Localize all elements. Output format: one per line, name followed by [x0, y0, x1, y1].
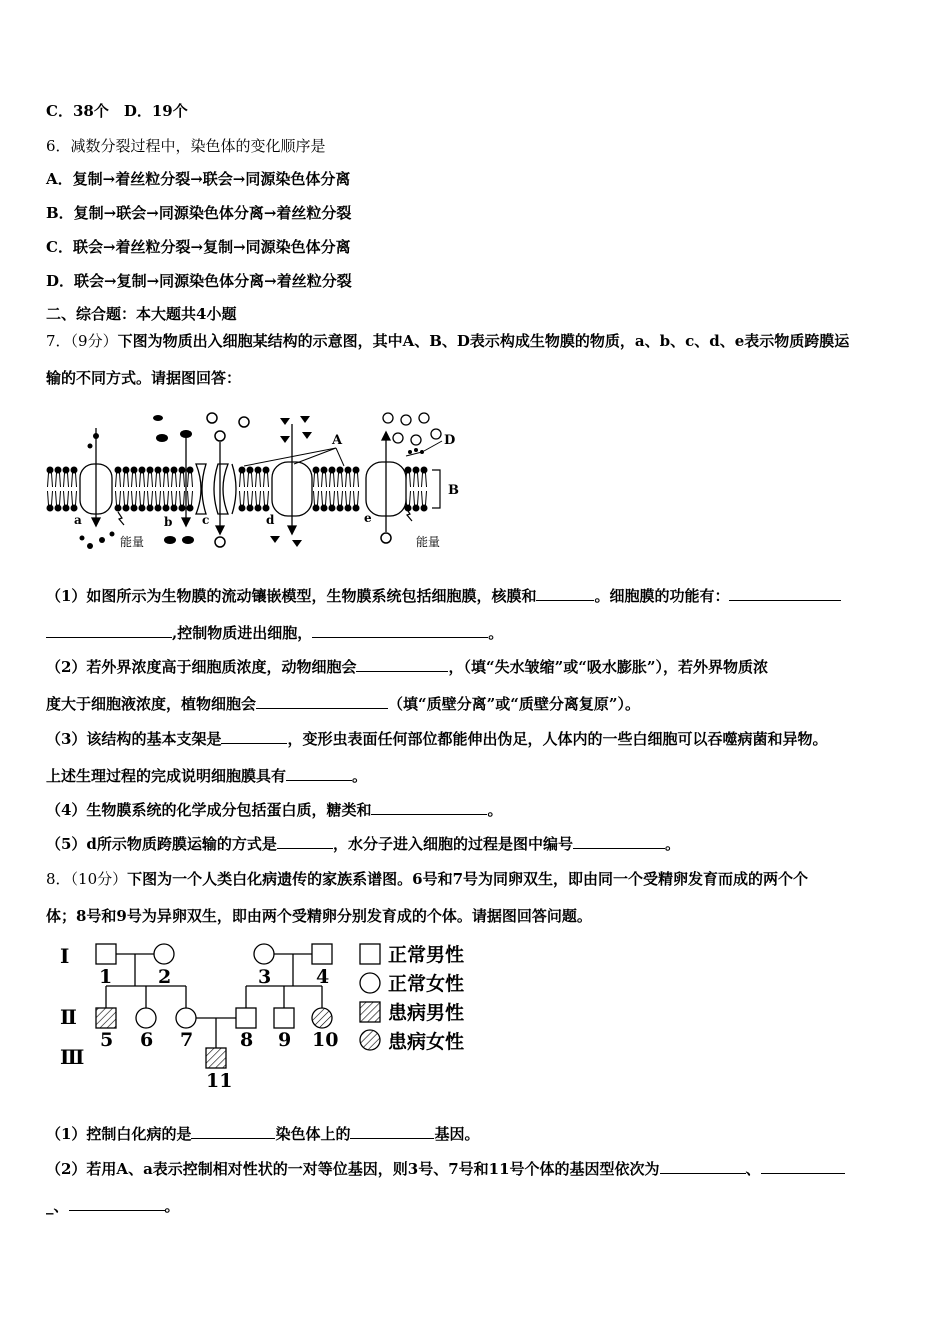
answer-blank[interactable]	[312, 623, 488, 638]
legend-normal-female-symbol	[360, 973, 380, 993]
id-7: 7	[180, 1029, 194, 1051]
q7-score: （9分）	[70, 332, 118, 350]
answer-blank[interactable]	[46, 623, 172, 638]
legend-affected-female: 患病女性	[388, 1031, 465, 1053]
q5-options-cd: C．38个 D．19个	[46, 102, 188, 120]
q7-stem-line1	[46, 331, 849, 351]
answer-blank[interactable]	[191, 1124, 275, 1139]
q8-p2-text-a: （2）若用A、a表示控制相对性状的一对等位基因，则3号、7号和11号个体的基因型依次为	[46, 1160, 660, 1178]
label-D: D	[444, 433, 456, 448]
answer-blank[interactable]	[69, 1196, 165, 1211]
answer-blank[interactable]	[277, 834, 333, 849]
q7-p2-text-b: ，（填“失水皱缩”或“吸水膨胀”），若外界物质浓	[448, 658, 768, 676]
q8-stem-text: 下图为一个人类白化病遗传的家族系谱图。6号和7号为同卵双生，即由同一个受精卵发育而成的两个个	[127, 870, 809, 888]
q7-p1-text-a: （1）如图所示为生物膜的流动镶嵌模型，生物膜系统包括细胞膜，核膜和	[46, 587, 537, 605]
q7-p3-text-c: 上述生理过程的完成说明细胞膜具有	[46, 767, 287, 785]
id-9: 9	[278, 1029, 292, 1051]
q7-part1-line2	[46, 623, 503, 643]
q7-part5	[46, 834, 680, 854]
legend-affected-male-symbol	[360, 1002, 380, 1022]
q7-p4-text-b: 。	[487, 801, 503, 819]
q7-part2-line1	[46, 657, 768, 677]
answer-blank[interactable]	[221, 729, 287, 744]
q7-part3-line1	[46, 729, 827, 749]
label-B: B	[448, 483, 459, 498]
q8-stem-line1	[46, 869, 808, 889]
q7-p3-text-d: 。	[352, 767, 368, 785]
q8-part2-line1	[46, 1159, 845, 1179]
q7-part4	[46, 800, 502, 820]
q8-number: 8．	[46, 870, 71, 888]
label-e: e	[364, 511, 372, 525]
energy-label-1: 能量	[120, 535, 145, 549]
answer-blank[interactable]	[371, 800, 487, 815]
id-8: 8	[240, 1029, 254, 1051]
individual-11	[206, 1048, 226, 1068]
q7-p5-text-c: 。	[664, 835, 680, 853]
answer-blank[interactable]	[536, 586, 594, 601]
q7-p1-text-c: ,控制物质进出细胞，	[172, 624, 313, 642]
q6-option-b: B．复制→联会→同源染色体分离→着丝粒分裂	[46, 204, 352, 222]
individual-8	[236, 1008, 256, 1028]
q8-p2-text-c: _、	[46, 1197, 69, 1215]
individual-10	[312, 1008, 332, 1028]
q7-p4-text-a: （4）生物膜系统的化学成分包括蛋白质，糖类和	[46, 801, 372, 819]
legend-affected-female-symbol	[360, 1030, 380, 1050]
q6-option-d: D．联会→复制→同源染色体分离→着丝粒分裂	[46, 272, 352, 290]
answer-blank[interactable]	[356, 657, 448, 672]
q8-part1	[46, 1124, 479, 1144]
q6-stem: 6．减数分裂过程中，染色体的变化顺序是	[46, 137, 326, 155]
individual-2	[154, 944, 174, 964]
generation-II: Ⅱ	[60, 1005, 77, 1029]
label-a: a	[74, 513, 82, 527]
q8-p2-text-d: 。	[164, 1197, 180, 1215]
q7-p5-text-b: ，水分子进入细胞的过程是图中编号	[332, 835, 573, 853]
answer-blank[interactable]	[729, 586, 841, 601]
individual-7	[176, 1008, 196, 1028]
answer-blank[interactable]	[761, 1159, 845, 1174]
membrane-diagram	[44, 408, 474, 556]
answer-blank[interactable]	[256, 694, 388, 709]
individual-3	[254, 944, 274, 964]
id-11: 11	[206, 1070, 233, 1092]
q7-p2-text-a: （2）若外界浓度高于细胞质浓度，动物细胞会	[46, 658, 357, 676]
answer-blank[interactable]	[573, 834, 665, 849]
q8-score: （10分）	[70, 870, 128, 888]
q7-stem-line2: 输的不同方式。请据图回答：	[46, 369, 242, 387]
legend-normal-female: 正常女性	[388, 973, 465, 995]
answer-blank[interactable]	[286, 766, 352, 781]
label-A: A	[332, 433, 343, 448]
q7-number: 7．	[46, 332, 71, 350]
id-1: 1	[99, 966, 113, 988]
q8-p1-text-c: 基因。	[434, 1125, 480, 1143]
label-c: c	[202, 513, 210, 527]
q7-part3-line2	[46, 766, 367, 786]
q8-p1-text-b: 染色体上的	[275, 1125, 351, 1143]
legend-normal-male-symbol	[360, 944, 380, 964]
q8-stem-line2: 体；8号和9号为异卵双生，即由两个受精卵分别发育成的个体。请据图回答问题。	[46, 907, 592, 925]
q8-p2-text-b: 、	[745, 1160, 761, 1178]
generation-I: Ⅰ	[60, 944, 70, 968]
legend-affected-male: 患病男性	[388, 1002, 465, 1024]
section-title: 二、综合题：本大题共4小题	[46, 305, 237, 323]
legend-normal-male: 正常男性	[388, 944, 465, 966]
id-3: 3	[258, 966, 272, 988]
id-4: 4	[316, 966, 330, 988]
q7-p3-text-b: ，变形虫表面任何部位都能伸出伪足，人体内的一些白细胞可以吞噬病菌和异物。	[287, 730, 828, 748]
q8-p1-text-a: （1）控制白化病的是	[46, 1125, 192, 1143]
individual-4	[312, 944, 332, 964]
individual-9	[274, 1008, 294, 1028]
answer-blank[interactable]	[660, 1159, 746, 1174]
energy-label-2: 能量	[416, 535, 441, 549]
q7-p3-text-a: （3）该结构的基本支架是	[46, 730, 222, 748]
pedigree-chart	[50, 936, 480, 1096]
id-10: 10	[312, 1029, 339, 1051]
q7-p2-text-c: 度大于细胞液浓度，植物细胞会	[46, 695, 257, 713]
individual-1	[96, 944, 116, 964]
q7-p1-text-b: 。细胞膜的功能有：	[594, 587, 730, 605]
q7-p5-text-a: （5）d所示物质跨膜运输的方式是	[46, 835, 277, 853]
id-6: 6	[140, 1029, 154, 1051]
id-5: 5	[100, 1029, 114, 1051]
q7-p2-text-d: （填“质壁分离”或“质壁分离复原”）。	[388, 695, 641, 713]
label-d: d	[266, 513, 275, 527]
q8-part2-line2	[46, 1196, 180, 1216]
generation-III: Ⅲ	[60, 1045, 85, 1069]
label-b: b	[164, 515, 173, 529]
individual-5	[96, 1008, 116, 1028]
answer-blank[interactable]	[350, 1124, 434, 1139]
id-2: 2	[158, 966, 172, 988]
q6-option-c: C．联会→着丝粒分裂→复制→同源染色体分离	[46, 238, 351, 256]
q7-p1-text-d: 。	[488, 624, 504, 642]
individual-6	[136, 1008, 156, 1028]
q7-part1-line1	[46, 586, 841, 606]
q7-stem-text: 下图为物质出入细胞某结构的示意图，其中A、B、D表示构成生物膜的物质，a、b、c、d、e表示物质跨膜运	[117, 332, 850, 350]
channel-protein-c	[196, 464, 236, 514]
q6-option-a: A．复制→着丝粒分裂→联会→同源染色体分离	[46, 170, 351, 188]
q7-part2-line2	[46, 694, 640, 714]
